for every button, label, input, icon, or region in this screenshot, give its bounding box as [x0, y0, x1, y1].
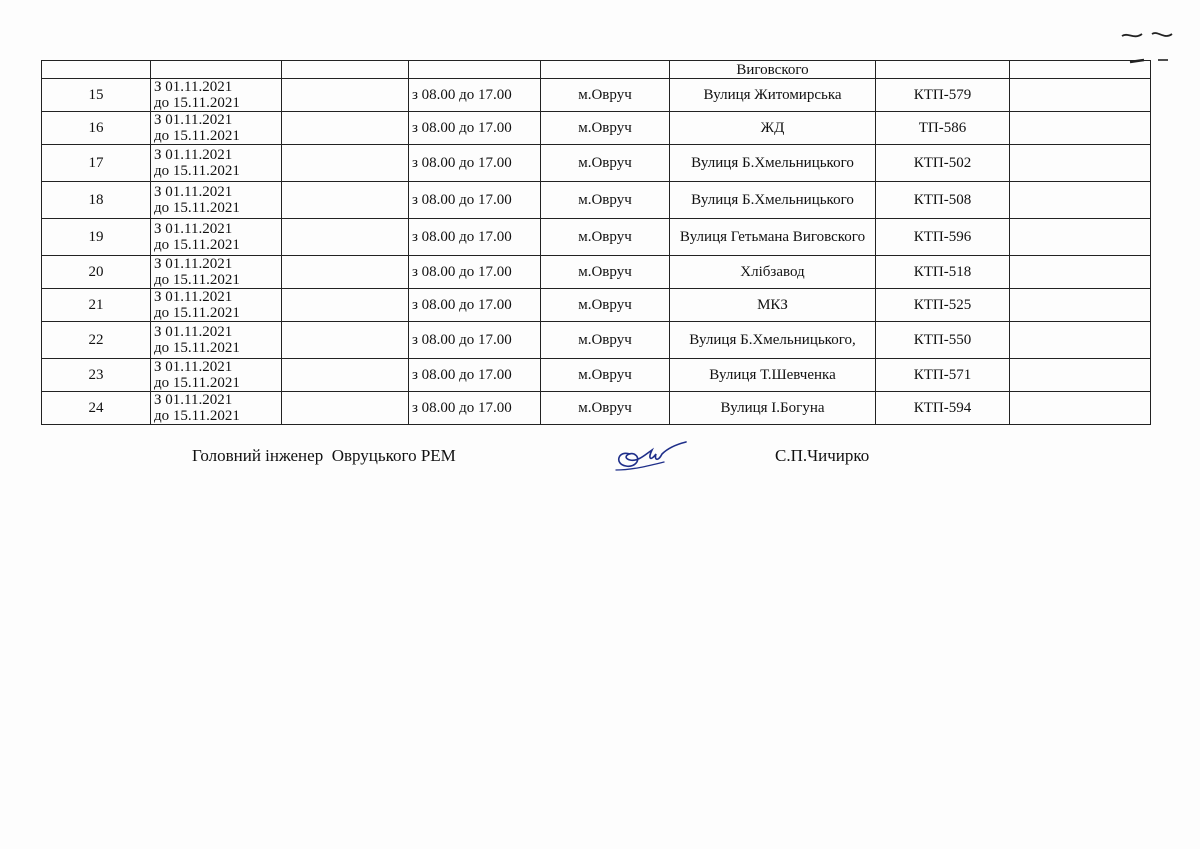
cell-empty	[1010, 256, 1151, 289]
city-cell: м.Овруч	[541, 256, 670, 289]
city-cell: м.Овруч	[541, 219, 670, 256]
substation-cell: КТП-518	[876, 256, 1010, 289]
street-cell: Хлібзавод	[670, 256, 876, 289]
cell-empty	[409, 61, 541, 79]
date-to: до 15.11.2021	[154, 95, 240, 111]
date-to: до 15.11.2021	[154, 163, 240, 179]
city-cell: м.Овруч	[541, 112, 670, 145]
city-cell: м.Овруч	[541, 392, 670, 425]
city-cell: м.Овруч	[541, 182, 670, 219]
date-from: З 01.11.2021	[154, 324, 233, 340]
date-range-cell	[151, 219, 282, 256]
time-range-cell: з 08.00 до 17.00	[409, 112, 541, 145]
row-number: 16	[42, 112, 151, 145]
cell-empty	[1010, 182, 1151, 219]
date-from: З 01.11.2021	[154, 359, 233, 375]
date-to: до 15.11.2021	[154, 237, 240, 253]
date-to: до 15.11.2021	[154, 200, 240, 216]
city-cell: м.Овруч	[541, 79, 670, 112]
cell-empty	[282, 359, 409, 392]
cell-empty	[1010, 112, 1151, 145]
row-number: 19	[42, 219, 151, 256]
table-row	[42, 145, 1151, 182]
table-row	[42, 322, 1151, 359]
cell-empty	[1010, 219, 1151, 256]
cell-empty	[282, 61, 409, 79]
cell-empty	[1010, 359, 1151, 392]
cell-empty	[282, 112, 409, 145]
row-number: 20	[42, 256, 151, 289]
row-number: 18	[42, 182, 151, 219]
row-number: 23	[42, 359, 151, 392]
cell-empty	[1010, 145, 1151, 182]
margin-scribble-mark	[1118, 28, 1178, 70]
handwritten-signature	[608, 440, 690, 476]
table-row	[42, 256, 1151, 289]
date-range-cell	[151, 289, 282, 322]
city-cell: м.Овруч	[541, 145, 670, 182]
city-cell: м.Овруч	[541, 322, 670, 359]
cell-empty	[282, 79, 409, 112]
substation-cell: КТП-550	[876, 322, 1010, 359]
date-range-cell	[151, 182, 282, 219]
street-cell: Вулиця І.Богуна	[670, 392, 876, 425]
signatory-name: С.П.Чичирко	[775, 446, 870, 465]
substation-cell: КТП-502	[876, 145, 1010, 182]
cell-empty	[282, 145, 409, 182]
cell-empty	[151, 61, 282, 79]
cell-empty	[282, 182, 409, 219]
date-to: до 15.11.2021	[154, 272, 240, 288]
date-from: З 01.11.2021	[154, 392, 233, 408]
date-from: З 01.11.2021	[154, 147, 233, 163]
city-cell: м.Овруч	[541, 289, 670, 322]
time-range-cell: з 08.00 до 17.00	[409, 392, 541, 425]
street-cell: Вулиця Т.Шевченка	[670, 359, 876, 392]
row-number: 15	[42, 79, 151, 112]
time-range-cell: з 08.00 до 17.00	[409, 359, 541, 392]
date-to: до 15.11.2021	[154, 408, 240, 424]
date-from: З 01.11.2021	[154, 289, 233, 305]
date-from: З 01.11.2021	[154, 112, 233, 128]
table-body	[42, 61, 1151, 425]
date-range-cell	[151, 256, 282, 289]
table-row	[42, 182, 1151, 219]
cell-empty	[282, 392, 409, 425]
row-number: 17	[42, 145, 151, 182]
table-row	[42, 219, 1151, 256]
substation-cell: ТП-586	[876, 112, 1010, 145]
cell-empty	[282, 289, 409, 322]
cell-empty	[876, 61, 1010, 79]
time-range-cell: з 08.00 до 17.00	[409, 322, 541, 359]
street-cell: Вулиця Гетьмана Виговского	[670, 219, 876, 256]
street-cell: Вулиця Житомирська	[670, 79, 876, 112]
cell-empty	[1010, 322, 1151, 359]
row-number: 22	[42, 322, 151, 359]
date-to: до 15.11.2021	[154, 128, 240, 144]
street-cell: МКЗ	[670, 289, 876, 322]
time-range-cell: з 08.00 до 17.00	[409, 145, 541, 182]
street-cell: Вулиця Б.Хмельницького	[670, 145, 876, 182]
cell-empty	[282, 322, 409, 359]
street-cell: Вулиця Б.Хмельницького	[670, 182, 876, 219]
date-range-cell	[151, 392, 282, 425]
table-row	[42, 392, 1151, 425]
time-range-cell: з 08.00 до 17.00	[409, 79, 541, 112]
date-from: З 01.11.2021	[154, 79, 233, 95]
substation-cell: КТП-594	[876, 392, 1010, 425]
date-range-cell	[151, 359, 282, 392]
street-cell: Вулиця Б.Хмельницького,	[670, 322, 876, 359]
table-row-fragment	[42, 61, 1151, 79]
date-from: З 01.11.2021	[154, 184, 233, 200]
date-range-cell	[151, 112, 282, 145]
table-row	[42, 359, 1151, 392]
signatory-role: Головний інженер Овруцького РЕМ	[192, 446, 456, 465]
cell-empty	[282, 219, 409, 256]
date-from: З 01.11.2021	[154, 256, 233, 272]
date-range-cell	[151, 322, 282, 359]
cell-empty	[541, 61, 670, 79]
date-to: до 15.11.2021	[154, 305, 240, 321]
substation-cell: КТП-596	[876, 219, 1010, 256]
date-to: до 15.11.2021	[154, 375, 240, 391]
substation-cell: КТП-571	[876, 359, 1010, 392]
time-range-cell: з 08.00 до 17.00	[409, 256, 541, 289]
date-from: З 01.11.2021	[154, 221, 233, 237]
cell-empty	[282, 256, 409, 289]
city-cell: м.Овруч	[541, 359, 670, 392]
row-number: 21	[42, 289, 151, 322]
cell-empty	[1010, 79, 1151, 112]
substation-cell: КТП-525	[876, 289, 1010, 322]
date-range-cell	[151, 145, 282, 182]
time-range-cell: з 08.00 до 17.00	[409, 219, 541, 256]
cell-empty	[1010, 289, 1151, 322]
table-row	[42, 112, 1151, 145]
row-number: 24	[42, 392, 151, 425]
time-range-cell: з 08.00 до 17.00	[409, 182, 541, 219]
date-range-cell	[151, 79, 282, 112]
cell-empty	[42, 61, 151, 79]
street-cell: ЖД	[670, 112, 876, 145]
outage-schedule-table	[41, 60, 1151, 425]
time-range-cell: з 08.00 до 17.00	[409, 289, 541, 322]
cell-empty	[1010, 392, 1151, 425]
table-row	[42, 79, 1151, 112]
date-to: до 15.11.2021	[154, 340, 240, 356]
substation-cell: КТП-508	[876, 182, 1010, 219]
street-cell: Виговского	[670, 61, 876, 79]
table-row	[42, 289, 1151, 322]
substation-cell: КТП-579	[876, 79, 1010, 112]
